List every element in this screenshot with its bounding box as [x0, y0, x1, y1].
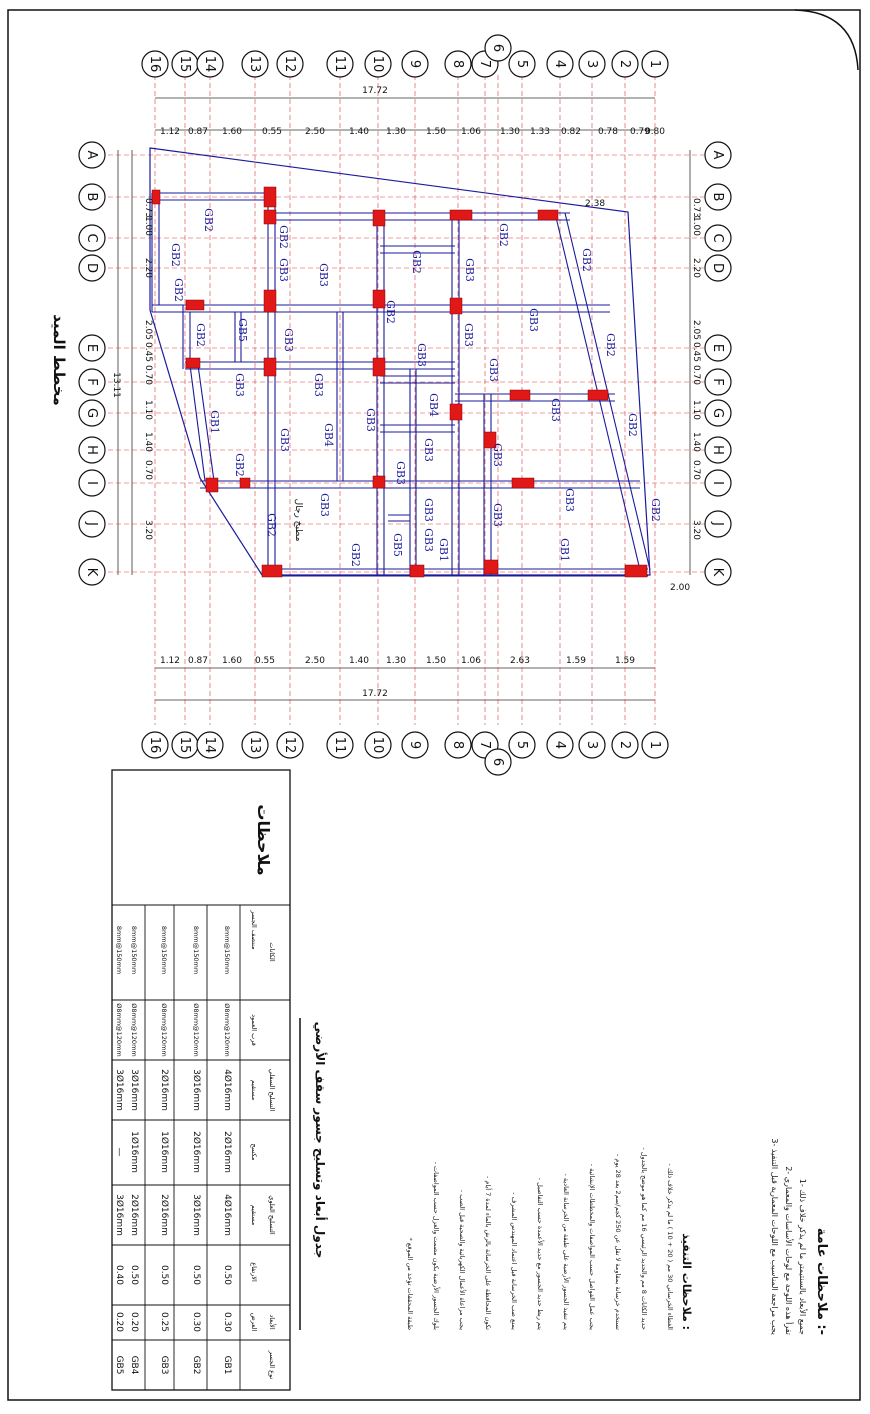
exec-note: - بلوك الجسور الأرضية يكون مصمت والعزل حسب المواصفات: [432, 1161, 440, 1330]
exec-note: - تستخدم خرسانة بمقاومة لا تقل عن 250 كجم/سم2 بعد 28 يوم: [614, 1153, 622, 1330]
row-label-E: E: [710, 343, 725, 353]
table-cell-gb2: 3Ø16mm: [191, 1194, 201, 1236]
bottom-dim: 1.06: [460, 656, 482, 666]
table-cell-gb4: GB4: [129, 1355, 139, 1375]
axis-label-13: 13: [247, 736, 262, 754]
beam-label: GB3: [317, 263, 330, 287]
exec-note: - يتم تنفيذ الجسور الأرضية على طبقة من الخرسانة العادية: [562, 1173, 570, 1330]
top-dim: 0.55: [261, 127, 283, 137]
beam-label: GB3: [563, 488, 576, 512]
axis-label-5: 5: [514, 59, 529, 69]
axis-label-2: 2: [617, 740, 632, 750]
axis-label-15: 15: [177, 55, 192, 73]
table-cell-gb3: Ø8mm@120mm: [160, 1003, 168, 1057]
beam-label: GB3: [278, 428, 291, 452]
table-header-cell: منتصف الجسر: [250, 910, 258, 950]
general-note: 2- تقرأ هذه اللوحة مع لوحات الأساسات والمعماري: [784, 1166, 793, 1335]
axis-label-10: 10: [370, 736, 385, 754]
top-dim: 1.12: [159, 127, 181, 137]
bottom-dim: 0.87: [187, 656, 209, 666]
table-cell-gb5: —: [114, 1147, 124, 1157]
table-cell-gb3: 2Ø16mm: [159, 1069, 169, 1111]
right-dim: 3.20: [691, 519, 701, 541]
row-label-F: F: [710, 378, 725, 386]
axis-label-15: 15: [177, 736, 192, 754]
exec-note: - يجب عمل الفواصل حسب المواصفات والمخططات الإنشائية: [588, 1163, 596, 1330]
beam-label: GB2: [497, 223, 510, 247]
table-cell-gb4: 0.20: [129, 1311, 139, 1333]
table-cell-gb1: GB1: [222, 1355, 232, 1375]
beam-label: GB3: [422, 498, 435, 522]
bottom-dim: 1.12: [159, 656, 181, 666]
table-cell-gb1: 8mm@150mm: [223, 925, 231, 975]
left-dim: 2.05: [143, 319, 153, 341]
exec-notes-title: ملاحظات التنفيذ :: [680, 1233, 693, 1330]
table-cell-gb3: 0.50: [159, 1264, 169, 1286]
general-notes-title: ملاحظات عامة :-: [814, 1227, 829, 1335]
table-cell-gb2: 0.30: [191, 1311, 201, 1333]
beam-label: GB4: [322, 423, 335, 447]
beam-label: GB2: [169, 243, 182, 267]
ground-beam-plan: [50, 35, 731, 775]
axis-label-12: 12: [282, 736, 297, 754]
table-header-cell: مستقيم: [250, 1204, 258, 1226]
exec-note: - يتم ربط حديد الجسور مع حديد الأعمدة حسب التفاصيل: [536, 1177, 544, 1330]
bottom-dim: 2.50: [304, 656, 326, 666]
row-label-C: C: [710, 233, 725, 243]
right-dim: 2.05: [691, 319, 701, 341]
axis-label-6: 6: [490, 43, 505, 53]
axis-label-16: 16: [147, 55, 162, 73]
beam-label: GB3: [527, 308, 540, 332]
top-dim: 0.87: [187, 127, 209, 137]
beam-label: GB1: [208, 410, 221, 434]
exec-note: - يجب مراعاة الأعمال الكهربائية والصحية قبل الصب: [458, 1189, 466, 1330]
table-header-cell: مكسح: [250, 1143, 258, 1161]
table-cell-gb3: 2Ø16mm: [159, 1194, 169, 1236]
table-header-cell: الكانات: [268, 942, 276, 962]
room-label: مطبخ رجال: [293, 498, 303, 542]
left-dim: 1.10: [143, 399, 153, 421]
table-cell-gb2: 3Ø16mm: [191, 1069, 201, 1111]
beam-label: GB3: [422, 438, 435, 462]
left-dim: 0.45: [143, 341, 153, 363]
axis-label-7: 7: [477, 740, 492, 750]
table-header-cell: الأبعاد: [268, 1314, 276, 1330]
bottom-dim: 0.55: [254, 656, 276, 666]
general-note: 1- جميع الأبعاد بالسنتيمتر ما لم يذكر خلاف ذلك: [798, 1178, 807, 1335]
table-cell-gb4: 8mm@150mm: [130, 925, 138, 975]
right-dim: 2.20: [691, 257, 701, 279]
table-header-cell: قرب العمود: [250, 1014, 258, 1046]
table-cell-gb5: GB5: [114, 1355, 124, 1375]
left-dim: 3.20: [143, 519, 153, 541]
row-label-D: D: [710, 262, 725, 274]
axis-label-5: 5: [514, 740, 529, 750]
left-dim: 1.00: [143, 215, 153, 237]
bottom-dim: 1.60: [221, 656, 243, 666]
general-note: 3- يجب مراجعة المناسيب مع اللوحات المعمارية قبل التنفيذ: [770, 1138, 779, 1335]
beam-label: GB3: [318, 493, 331, 517]
beam-label: GB2: [172, 278, 185, 302]
table-cell-gb5: 8mm@150mm: [115, 925, 123, 975]
row-label-J: J: [710, 522, 725, 526]
row-label-F: F: [84, 378, 99, 386]
notes-block: [406, 1138, 829, 1335]
plan-title: مخطط الميد: [50, 314, 68, 406]
axis-label-8: 8: [450, 59, 465, 69]
table-cell-gb5: 3Ø16mm: [114, 1069, 124, 1111]
beam-label: GB3: [463, 258, 476, 282]
top-dim: 1.30: [499, 127, 521, 137]
table-header-cell: مستقيم: [250, 1079, 258, 1101]
axis-label-12: 12: [282, 55, 297, 73]
beam-label: GB2: [202, 208, 215, 232]
left-dim: 1.40: [143, 431, 153, 453]
beam-label: GB2: [580, 248, 593, 272]
beam-label: GB2: [604, 333, 617, 357]
table-cell-gb1: 0.50: [222, 1264, 232, 1286]
beam-label: GB3: [549, 398, 562, 422]
axis-label-14: 14: [202, 736, 217, 754]
beam-label: GB3: [312, 373, 325, 397]
beam-label: GB2: [649, 498, 662, 522]
row-label-C: C: [84, 233, 99, 243]
left-dim: 2.20: [143, 257, 153, 279]
top-dim: 0.78: [597, 127, 619, 137]
table-header-cell: التسليح العلوي: [268, 1195, 276, 1235]
row-label-B: B: [84, 192, 99, 202]
beam-label: GB3: [277, 258, 290, 282]
axis-label-2: 2: [617, 59, 632, 69]
sheet-border-corner: [795, 10, 858, 70]
beam-label: GB3: [462, 323, 475, 347]
top-dim: 0.82: [560, 127, 582, 137]
remarks-heading: ملاحظات: [254, 804, 273, 876]
top-dim: 0.80: [644, 127, 666, 137]
beam-label: GB2: [410, 250, 423, 274]
beam-label: GB3: [491, 503, 504, 527]
row-label-J: J: [84, 522, 99, 526]
top-dim: 1.06: [460, 127, 482, 137]
bottom-dim: 1.59: [614, 656, 636, 666]
table-cell-gb5: 0.40: [114, 1264, 124, 1286]
row-label-D: D: [84, 262, 99, 274]
top-dim: 1.40: [348, 127, 370, 137]
beam-label: GB2: [384, 300, 397, 324]
row-label-K: K: [710, 567, 725, 577]
row-label-G: G: [710, 407, 725, 419]
dim-2-38: 2.38: [585, 199, 606, 209]
row-label-I: I: [710, 481, 725, 485]
table-cell-gb1: 4Ø16mm: [222, 1069, 232, 1111]
axis-label-16: 16: [147, 736, 162, 754]
beam-label: GB2: [265, 513, 278, 537]
axis-label-6: 6: [490, 757, 505, 767]
table-cell-gb5: 3Ø16mm: [114, 1194, 124, 1236]
top-dim: 2.50: [304, 127, 326, 137]
beam-label: GB4: [427, 393, 440, 417]
beam-label: GB2: [349, 543, 362, 567]
beam-label: GB1: [558, 538, 571, 562]
exec-note: - يمنع صب الخرسانة قبل اعتماد المهندس المشرف: [510, 1192, 518, 1330]
bottom-dim: 1.40: [348, 656, 370, 666]
exec-note: - حديد الكانات 8 مم والحديد الرئيسي 16 مم كما هو موضح بالجدول: [640, 1147, 648, 1330]
left-dim: 0.70: [143, 459, 153, 481]
left-dim: 0.73: [143, 197, 153, 219]
axis-label-3: 3: [584, 59, 599, 69]
row-label-H: H: [710, 445, 725, 455]
beam-label: GB3: [282, 328, 295, 352]
table-title: جدول أبعاد وتسليح جسور سقف الأرضي: [313, 1021, 327, 1259]
axis-label-8: 8: [450, 740, 465, 750]
table-header-cell: الارتفاع: [250, 1262, 258, 1282]
table-cell-gb2: 2Ø16mm: [191, 1131, 201, 1173]
beam-label: GB2: [277, 225, 290, 249]
axis-label-10: 10: [370, 55, 385, 73]
row-label-H: H: [84, 445, 99, 455]
axis-label-3: 3: [584, 740, 599, 750]
table-cell-gb3: GB3: [159, 1355, 169, 1375]
row-label-G: G: [84, 407, 99, 419]
axis-label-1: 1: [647, 740, 662, 750]
top-dim: 1.50: [425, 127, 447, 137]
right-dim: 0.45: [691, 341, 701, 363]
dim-2-00: 2.00: [670, 583, 691, 593]
top-dim: 1.30: [385, 127, 407, 137]
right-dim: 1.00: [691, 215, 701, 237]
beam-label: GB5: [391, 533, 404, 557]
beam-label: GB1: [437, 538, 450, 562]
top-dim: 1.33: [529, 127, 551, 137]
exec-note: * طبقة المحققات تؤخذ من الموقع: [406, 1237, 414, 1330]
exec-note: - تكون المحافظة على الخرسانة بالرش بالماء لمدة 7 أيام: [484, 1175, 492, 1330]
axis-label-13: 13: [247, 55, 262, 73]
beam-label: GB3: [491, 443, 504, 467]
top-dim: 1.60: [221, 127, 243, 137]
table-cell-gb1: 4Ø16mm: [222, 1194, 232, 1236]
axis-label-7: 7: [477, 59, 492, 69]
table-cell-gb3: 1Ø16mm: [159, 1131, 169, 1173]
beam-label: GB2: [233, 453, 246, 477]
table-cell-gb3: 0.25: [159, 1311, 169, 1333]
axis-label-14: 14: [202, 55, 217, 73]
table-cell-gb4: Ø8mm@120mm: [130, 1003, 138, 1057]
beam-label: GB3: [394, 461, 407, 485]
beam-label: GB3: [364, 408, 377, 432]
beam-label: GB2: [626, 413, 639, 437]
beam-label: GB3: [415, 343, 428, 367]
beam-label: GB2: [194, 323, 207, 347]
row-label-K: K: [84, 567, 99, 577]
table-cell-gb2: 8mm@150mm: [192, 925, 200, 975]
row-label-E: E: [84, 343, 99, 353]
axis-label-1: 1: [647, 59, 662, 69]
axis-label-11: 11: [332, 736, 347, 754]
row-label-I: I: [84, 481, 99, 485]
table-cell-gb5: Ø8mm@120mm: [115, 1003, 123, 1057]
axis-label-4: 4: [552, 59, 567, 69]
table-cell-gb1: Ø8mm@120mm: [223, 1003, 231, 1057]
axis-label-11: 11: [332, 55, 347, 73]
axis-label-9: 9: [407, 740, 422, 750]
table-header-cell: العرض: [250, 1312, 258, 1332]
row-label-A: A: [710, 150, 725, 160]
beam-lines: [152, 193, 650, 576]
bottom-dim: 1.50: [425, 656, 447, 666]
table-cell-gb3: 8mm@150mm: [160, 925, 168, 975]
bottom-dim: 1.59: [565, 656, 587, 666]
table-cell-gb4: 0.50: [129, 1264, 139, 1286]
bottom-dim: 1.30: [385, 656, 407, 666]
exec-note: - الغطاء الخرساني 30 مم ( 20 + 10 ) ما لم يذكر خلاف ذلك: [666, 1163, 674, 1330]
right-dim: 0.70: [691, 459, 701, 481]
table-cell-gb2: GB2: [191, 1355, 201, 1375]
beam-label: GB5: [236, 318, 249, 342]
bottom-dim: 2.63: [509, 656, 531, 666]
table-header-cell: نوع الجسر: [268, 1350, 276, 1380]
beam-schedule-table: [112, 770, 328, 1390]
total-dim-top: 17.72: [362, 86, 388, 96]
beam-label: GB3: [422, 528, 435, 552]
total-dim-bottom: 17.72: [362, 689, 388, 699]
right-dim: 0.73: [691, 197, 701, 219]
top-dim: 0.79: [629, 127, 651, 137]
axis-label-4: 4: [552, 740, 567, 750]
right-dim: 1.40: [691, 431, 701, 453]
table-cell-gb5: 0.20: [114, 1311, 124, 1333]
left-dim: 0.70: [143, 364, 153, 386]
table-header-cell: التسليح السفلي: [268, 1068, 276, 1112]
right-dim: 0.70: [691, 364, 701, 386]
table-cell-gb4: 1Ø16mm: [129, 1131, 139, 1173]
table-cell-gb1: 2Ø16mm: [222, 1131, 232, 1173]
beam-label: GB3: [233, 373, 246, 397]
table-cell-gb2: Ø8mm@120mm: [192, 1003, 200, 1057]
table-cell-gb1: 0.30: [222, 1311, 232, 1333]
row-label-B: B: [710, 192, 725, 202]
row-label-A: A: [84, 150, 99, 160]
beam-label: GB3: [487, 358, 500, 382]
right-dim: 1.10: [691, 399, 701, 421]
left-total-dim: 13.11: [111, 372, 121, 398]
table-cell-gb4: 3Ø16mm: [129, 1069, 139, 1111]
table-cell-gb4: 2Ø16mm: [129, 1194, 139, 1236]
axis-label-9: 9: [407, 59, 422, 69]
table-cell-gb2: 0.50: [191, 1264, 201, 1286]
